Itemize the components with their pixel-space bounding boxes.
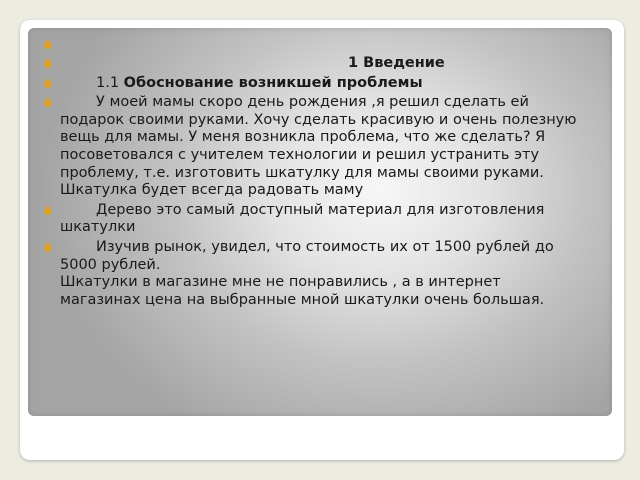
bullet-icon (44, 58, 52, 68)
bullet-icon (44, 205, 52, 215)
paragraph-continuation: Шкатулки в магазине мне не понравились , а в интернет магазинах цена на выбранные мной шкатулки очень большая. (60, 274, 545, 308)
paragraph-text: Изучив рынок, увидел, что стоимость их от 1500 рублей до 5000 рублей. (60, 238, 554, 273)
bullet-icon (44, 242, 52, 252)
paragraph-text: У моей мамы скоро день рождения ,я решил сделать ей подарок своими руками. Хочу сделать красивую и очень полезную вещь для мамы. У меня возникла проблема, что же сделать? Я посоветовался с учителем технологии и решил устранить эту проблему, т.е. изготовить шкатулку для мамы своими руками. Шкатулка будет всегда радовать маму (60, 94, 577, 199)
bullet-icon (44, 97, 52, 107)
bullet-list (44, 36, 584, 309)
bullet-icon (44, 39, 52, 49)
paragraph-text: Дерево это самый доступный материал для изготовления шкатулки (60, 201, 545, 236)
list-item (44, 55, 584, 73)
list-item (44, 36, 584, 53)
list-item (44, 202, 584, 237)
section-title: 1 Введение (348, 55, 445, 71)
subsection-title: Обоснование возникшей проблемы (123, 74, 423, 91)
bullet-icon (44, 78, 52, 88)
subsection-number: 1.1 (96, 74, 120, 91)
list-item (44, 75, 584, 93)
list-item (44, 239, 584, 309)
list-item (44, 94, 584, 200)
